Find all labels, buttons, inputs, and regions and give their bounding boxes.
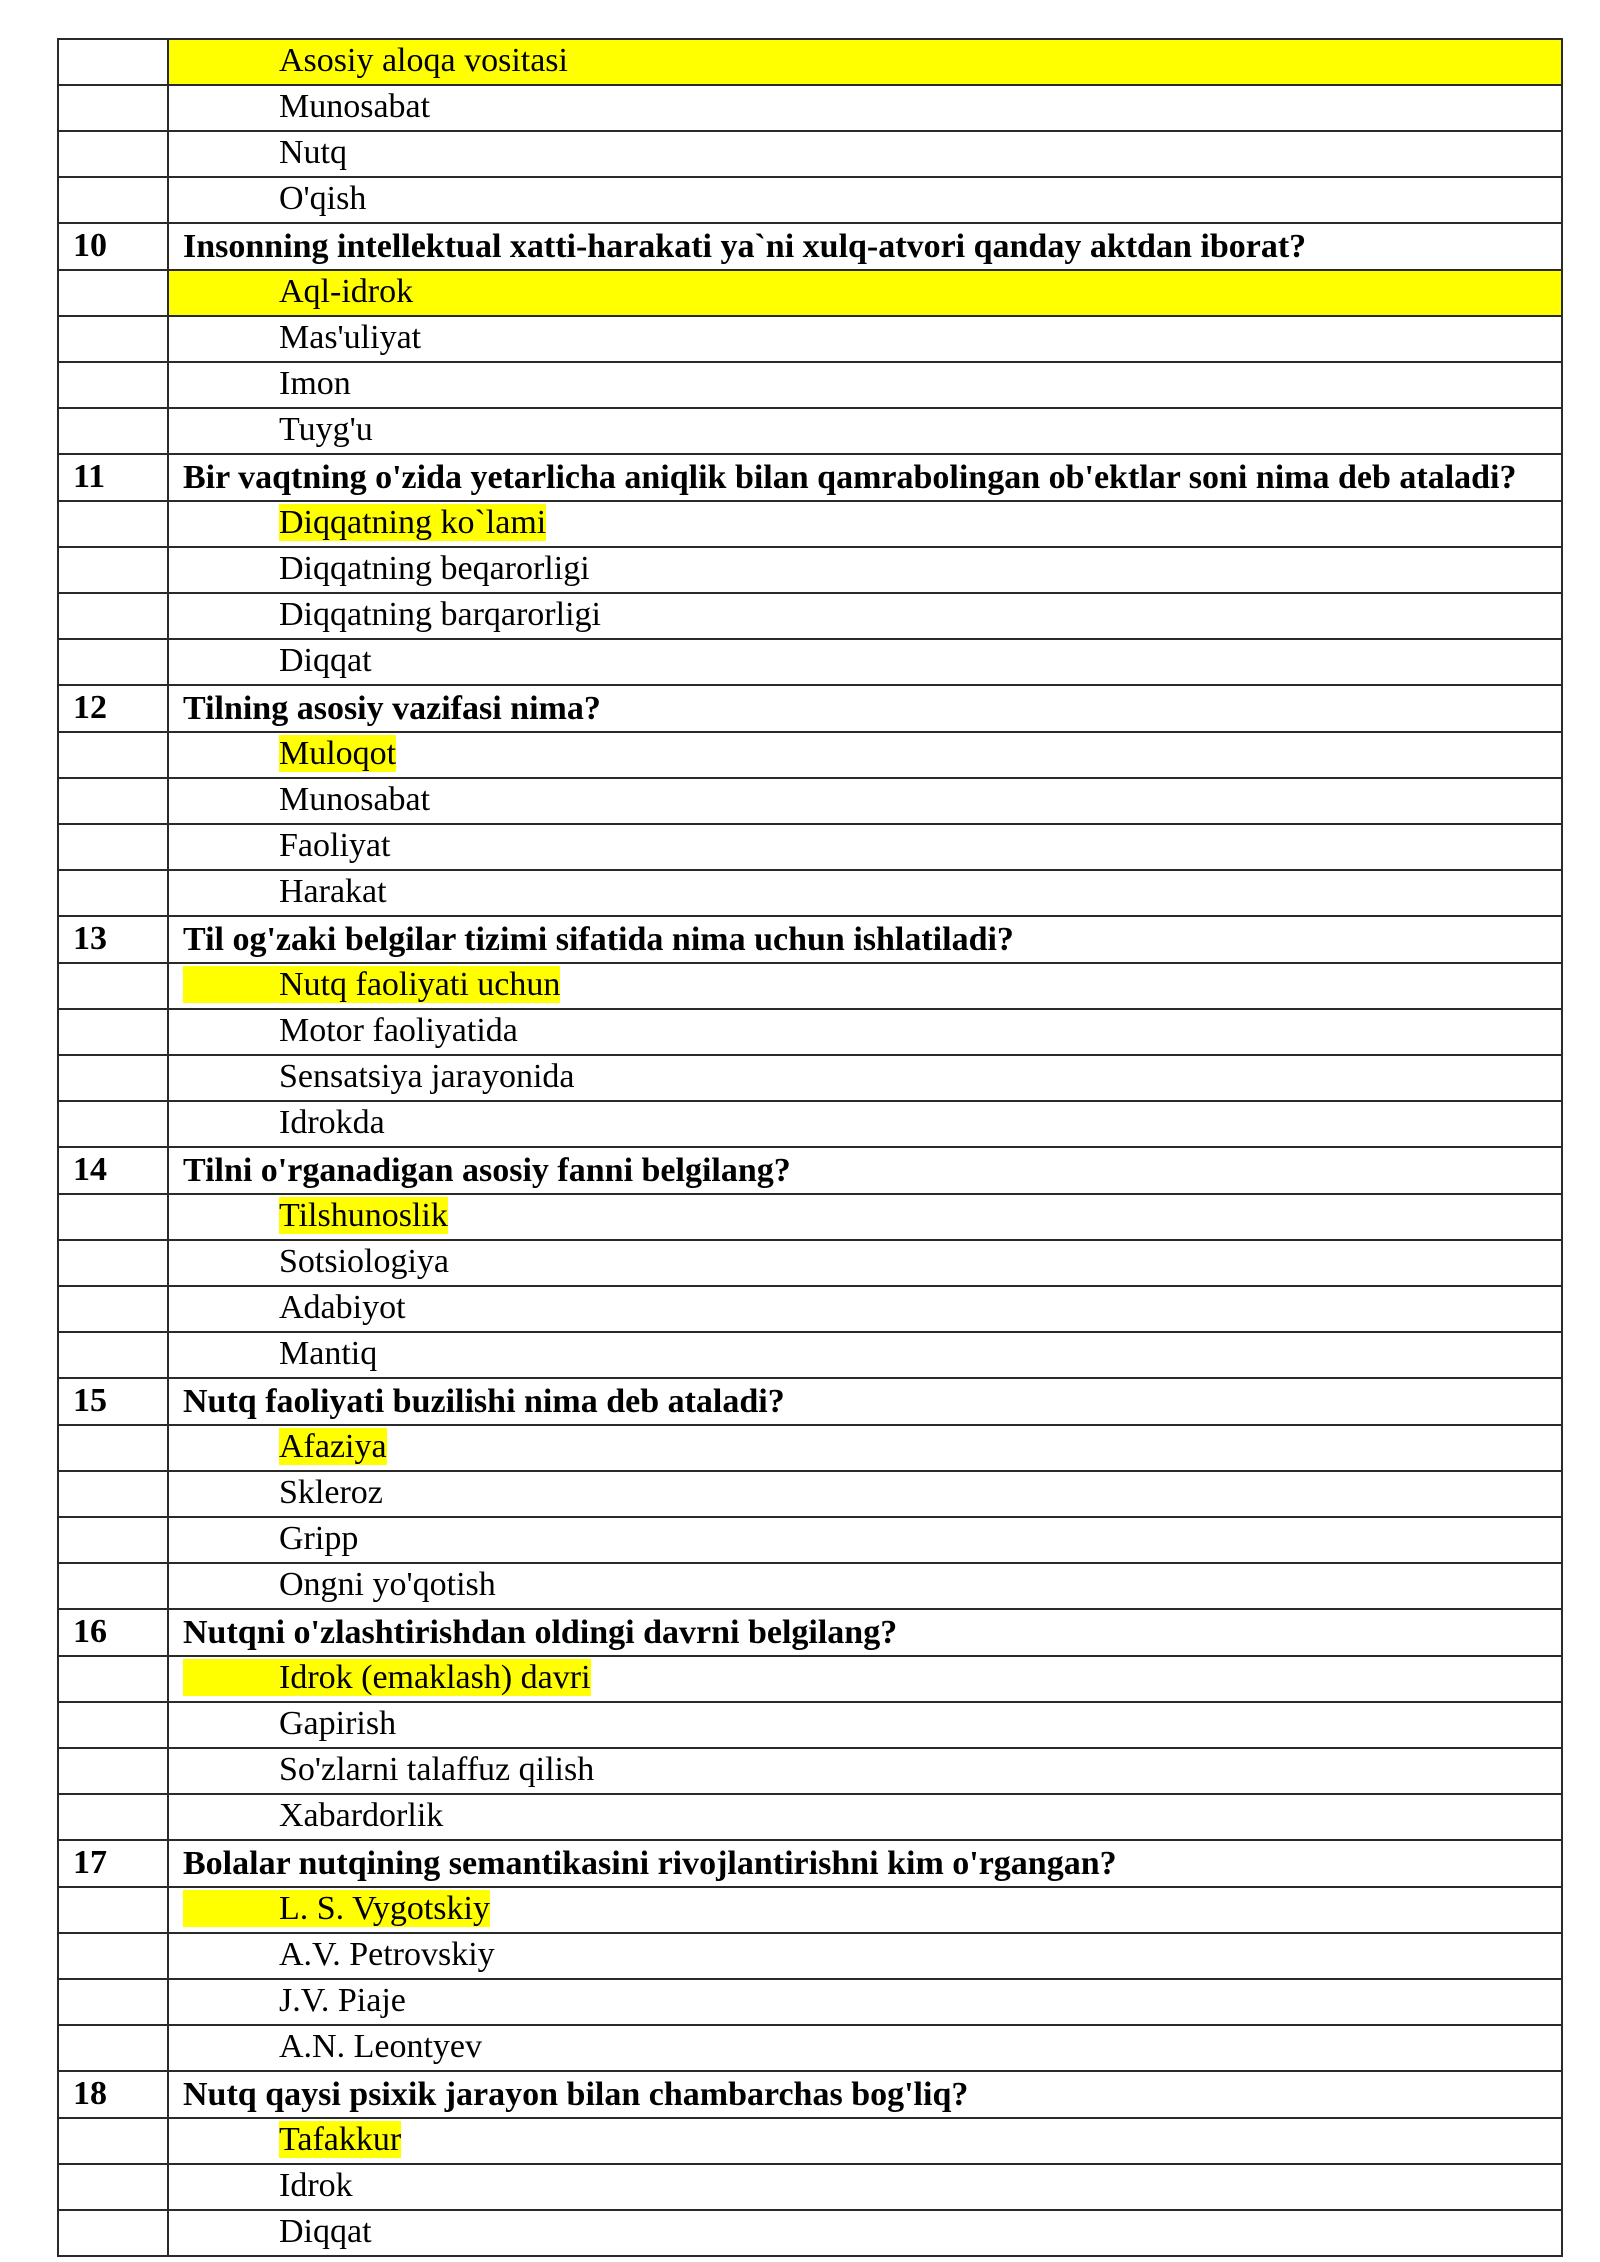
answer-option-row — [58, 270, 1562, 316]
question-number: 12 — [58, 685, 168, 732]
question-text: Bolalar nutqining semantikasini rivojlantirishni kim o'rgangan? — [168, 1840, 1562, 1887]
answer-option-row — [58, 39, 1562, 85]
question-number: 18 — [58, 2071, 168, 2118]
question-text: Til og'zaki belgilar tizimi sifatida nima uchun ishlatiladi? — [168, 916, 1562, 963]
option-number-cell — [58, 177, 168, 223]
question-text: Bir vaqtning o'zida yetarlicha aniqlik bilan qamrabolingan ob'ektlar soni nima deb ataladi? — [168, 454, 1562, 501]
answer-option: Diqqat — [168, 639, 1562, 685]
answer-option-row — [58, 408, 1562, 454]
option-number-cell — [58, 362, 168, 408]
question-number: 14 — [58, 1147, 168, 1194]
question-row — [58, 223, 1562, 270]
answer-option-row — [58, 2025, 1562, 2071]
answer-option: Motor faoliyatida — [168, 1009, 1562, 1055]
option-number-cell — [58, 408, 168, 454]
answer-option-row — [58, 732, 1562, 778]
answer-highlight: Tilshunoslik — [279, 1197, 448, 1234]
correct-answer-option — [168, 732, 1562, 778]
answer-option: Imon — [168, 362, 1562, 408]
option-number-cell — [58, 870, 168, 916]
option-number-cell — [58, 1471, 168, 1517]
option-number-cell — [58, 593, 168, 639]
answer-option-row — [58, 85, 1562, 131]
answer-option: Ongni yo'qotish — [168, 1563, 1562, 1609]
answer-option-row — [58, 1563, 1562, 1609]
answer-option-row — [58, 639, 1562, 685]
option-number-cell — [58, 1055, 168, 1101]
question-number: 13 — [58, 916, 168, 963]
option-number-cell — [58, 2118, 168, 2164]
answer-option: Idrokda — [168, 1101, 1562, 1147]
question-row — [58, 916, 1562, 963]
answer-highlight: Muloqot — [279, 735, 397, 772]
option-number-cell — [58, 39, 168, 85]
option-number-cell — [58, 1101, 168, 1147]
answer-option-row — [58, 1794, 1562, 1840]
correct-answer-option: Asosiy aloqa vositasi — [168, 39, 1562, 85]
answer-option-row — [58, 1933, 1562, 1979]
answer-option: Diqqat — [168, 2210, 1562, 2256]
option-number-cell — [58, 2025, 168, 2071]
question-row — [58, 685, 1562, 732]
answer-option: Sensatsiya jarayonida — [168, 1055, 1562, 1101]
option-number-cell — [58, 316, 168, 362]
option-number-cell — [58, 131, 168, 177]
answer-option: Gripp — [168, 1517, 1562, 1563]
quiz-sheet — [57, 38, 1561, 2257]
option-number-cell — [58, 778, 168, 824]
question-text: Nutq qaysi psixik jarayon bilan chambarchas bog'liq? — [168, 2071, 1562, 2118]
question-number: 11 — [58, 454, 168, 501]
option-number-cell — [58, 1009, 168, 1055]
answer-highlight: Afaziya — [279, 1428, 387, 1465]
question-row — [58, 1609, 1562, 1656]
answer-highlight: Idrok (emaklash) davri — [183, 1659, 591, 1696]
question-row — [58, 1840, 1562, 1887]
answer-option-row — [58, 362, 1562, 408]
question-row — [58, 1147, 1562, 1194]
answer-option-row — [58, 2210, 1562, 2256]
question-row — [58, 1378, 1562, 1425]
answer-option-row — [58, 1332, 1562, 1378]
option-number-cell — [58, 1194, 168, 1240]
question-number: 10 — [58, 223, 168, 270]
question-text: Tilning asosiy vazifasi nima? — [168, 685, 1562, 732]
answer-option-row — [58, 870, 1562, 916]
answer-option-row — [58, 2118, 1562, 2164]
answer-option: Idrok — [168, 2164, 1562, 2210]
answer-highlight: Tafakkur — [279, 2121, 402, 2158]
question-row — [58, 2071, 1562, 2118]
option-number-cell — [58, 824, 168, 870]
quiz-table — [57, 38, 1563, 2257]
answer-option-row — [58, 1748, 1562, 1794]
answer-option-row — [58, 177, 1562, 223]
answer-option: Faoliyat — [168, 824, 1562, 870]
answer-option-row — [58, 1055, 1562, 1101]
answer-option-row — [58, 316, 1562, 362]
correct-answer-option — [168, 1656, 1562, 1702]
answer-option: O'qish — [168, 177, 1562, 223]
option-number-cell — [58, 1702, 168, 1748]
answer-option-row — [58, 2164, 1562, 2210]
answer-option-row — [58, 1009, 1562, 1055]
option-number-cell — [58, 1240, 168, 1286]
correct-answer-option — [168, 501, 1562, 547]
answer-option: Skleroz — [168, 1471, 1562, 1517]
option-number-cell — [58, 1933, 168, 1979]
question-text: Nutqni o'zlashtirishdan oldingi davrni belgilang? — [168, 1609, 1562, 1656]
answer-option-row — [58, 1979, 1562, 2025]
answer-option-row — [58, 1194, 1562, 1240]
answer-option-row — [58, 1240, 1562, 1286]
quiz-table-body — [58, 39, 1562, 2256]
option-number-cell — [58, 1794, 168, 1840]
answer-option-row — [58, 963, 1562, 1009]
answer-option-row — [58, 1702, 1562, 1748]
answer-option: Munosabat — [168, 85, 1562, 131]
answer-option-row — [58, 1887, 1562, 1933]
answer-highlight: Nutq faoliyati uchun — [183, 966, 560, 1003]
answer-option-row — [58, 1517, 1562, 1563]
answer-option-row — [58, 778, 1562, 824]
answer-option: Mas'uliyat — [168, 316, 1562, 362]
answer-option-row — [58, 501, 1562, 547]
option-number-cell — [58, 1979, 168, 2025]
option-number-cell — [58, 2164, 168, 2210]
answer-option-row — [58, 547, 1562, 593]
answer-option-row — [58, 1471, 1562, 1517]
correct-answer-option — [168, 1425, 1562, 1471]
question-text: Nutq faoliyati buzilishi nima deb ataladi? — [168, 1378, 1562, 1425]
answer-option-row — [58, 1656, 1562, 1702]
option-number-cell — [58, 85, 168, 131]
answer-option-row — [58, 824, 1562, 870]
correct-answer-option: Aql-idrok — [168, 270, 1562, 316]
answer-option-row — [58, 1101, 1562, 1147]
option-number-cell — [58, 639, 168, 685]
option-number-cell — [58, 270, 168, 316]
option-number-cell — [58, 547, 168, 593]
answer-option-row — [58, 593, 1562, 639]
answer-option: Munosabat — [168, 778, 1562, 824]
answer-option: J.V. Piaje — [168, 1979, 1562, 2025]
answer-option: So'zlarni talaffuz qilish — [168, 1748, 1562, 1794]
answer-option: Gapirish — [168, 1702, 1562, 1748]
option-number-cell — [58, 1425, 168, 1471]
answer-option: Mantiq — [168, 1332, 1562, 1378]
question-number: 17 — [58, 1840, 168, 1887]
question-row — [58, 454, 1562, 501]
answer-option: Diqqatning beqarorligi — [168, 547, 1562, 593]
answer-option: Tuyg'u — [168, 408, 1562, 454]
option-number-cell — [58, 1332, 168, 1378]
answer-option: Adabiyot — [168, 1286, 1562, 1332]
option-number-cell — [58, 1748, 168, 1794]
answer-option: Nutq — [168, 131, 1562, 177]
option-number-cell — [58, 1563, 168, 1609]
answer-highlight: Diqqatning ko`lami — [279, 504, 547, 541]
answer-option: Xabardorlik — [168, 1794, 1562, 1840]
option-number-cell — [58, 501, 168, 547]
answer-option-row — [58, 131, 1562, 177]
question-number: 15 — [58, 1378, 168, 1425]
answer-option: Diqqatning barqarorligi — [168, 593, 1562, 639]
answer-option: Sotsiologiya — [168, 1240, 1562, 1286]
answer-option: A.N. Leontyev — [168, 2025, 1562, 2071]
option-number-cell — [58, 2210, 168, 2256]
option-number-cell — [58, 1887, 168, 1933]
correct-answer-option — [168, 963, 1562, 1009]
option-number-cell — [58, 1517, 168, 1563]
question-text: Insonning intellektual xatti-harakati ya`ni xulq-atvori qanday aktdan iborat? — [168, 223, 1562, 270]
correct-answer-option — [168, 2118, 1562, 2164]
answer-highlight: L. S. Vygotskiy — [183, 1890, 490, 1927]
correct-answer-option — [168, 1887, 1562, 1933]
question-text: Tilni o'rganadigan asosiy fanni belgilang? — [168, 1147, 1562, 1194]
answer-option: A.V. Petrovskiy — [168, 1933, 1562, 1979]
option-number-cell — [58, 963, 168, 1009]
option-number-cell — [58, 1286, 168, 1332]
correct-answer-option — [168, 1194, 1562, 1240]
answer-option-row — [58, 1286, 1562, 1332]
option-number-cell — [58, 1656, 168, 1702]
answer-option-row — [58, 1425, 1562, 1471]
answer-option: Harakat — [168, 870, 1562, 916]
question-number: 16 — [58, 1609, 168, 1656]
option-number-cell — [58, 732, 168, 778]
